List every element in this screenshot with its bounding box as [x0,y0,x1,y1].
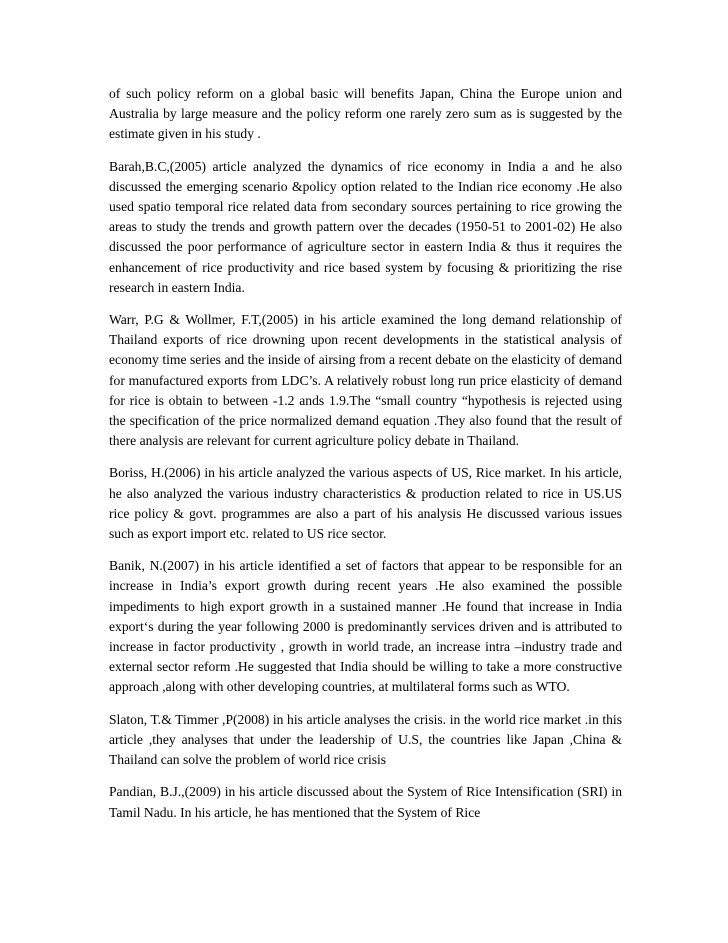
document-page [109,84,622,835]
paragraph-warr: Warr, P.G & Wollmer, F.T,(2005) in his article examined the long demand relationship of Thailand exports of rice drowning upon recent developments in the statistical analysis of economy time series and the inside of airsing from a recent debate on the elasticity of demand for manufactured exports from LDC’s. A relatively robust long run price elasticity of demand for rice is obtain to between -1.2 ands 1.9.The “small country “hypothesis is rejected using the specification of the price normalized demand equation .They also found that the result of there analysis are relevant for current agriculture policy debate in Thailand. [109,312,622,449]
paragraph-banik: Banik, N.(2007) in his article identified a set of factors that appear to be responsible for an increase in India’s export growth during recent years .He also examined the possible impediments to high export growth in a sustained manner .He found that increase in India export‘s during the year following 2000 is predominantly services driven and is attributed to increase in factor productivity , growth in world trade, an increase intra –industry trade and external sector reform .He suggested that India should be willing to take a more constructive approach ,along with other developing countries, at multilateral forms such as WTO. [109,558,622,695]
paragraph-boriss: Boriss, H.(2006) in his article analyzed the various aspects of US, Rice market. In his article, he also analyzed the various industry characteristics & production related to rice in US.US rice policy & govt. programmes are also a part of his analysis He discussed various issues such as export import etc. related to US rice sector. [109,465,622,542]
paragraph-pandian: Pandian, B.J.,(2009) in his article discussed about the System of Rice Intensification (SRI) in Tamil Nadu. In his article, he has mentioned that the System of Rice [109,784,622,820]
paragraph-barah: Barah,B.C,(2005) article analyzed the dynamics of rice economy in India a and he also discussed the emerging scenario &policy option related to the Indian rice economy .He also used spatio temporal rice related data from secondary sources pertaining to rice growing the areas to study the trends and growth pattern over the decades (1950-51 to 2001-02) He also discussed the poor performance of agriculture sector in eastern India & thus it requires the enhancement of rice productivity and rice based system by focusing & prioritizing the rise research in eastern India. [109,158,622,295]
paragraph-slaton: Slaton, T.& Timmer ,P(2008) in his article analyses the crisis. in the world rice market .in this article ,they analyses that under the leadership of U.S, the countries like Japan ,China & Thailand can solve the problem of world rice crisis [109,711,622,768]
paragraph-continuation: of such policy reform on a global basic will benefits Japan, China the Europe union and Australia by large measure and the policy reform one rarely zero sum as is suggested by the estimate given in his study . [109,86,622,142]
